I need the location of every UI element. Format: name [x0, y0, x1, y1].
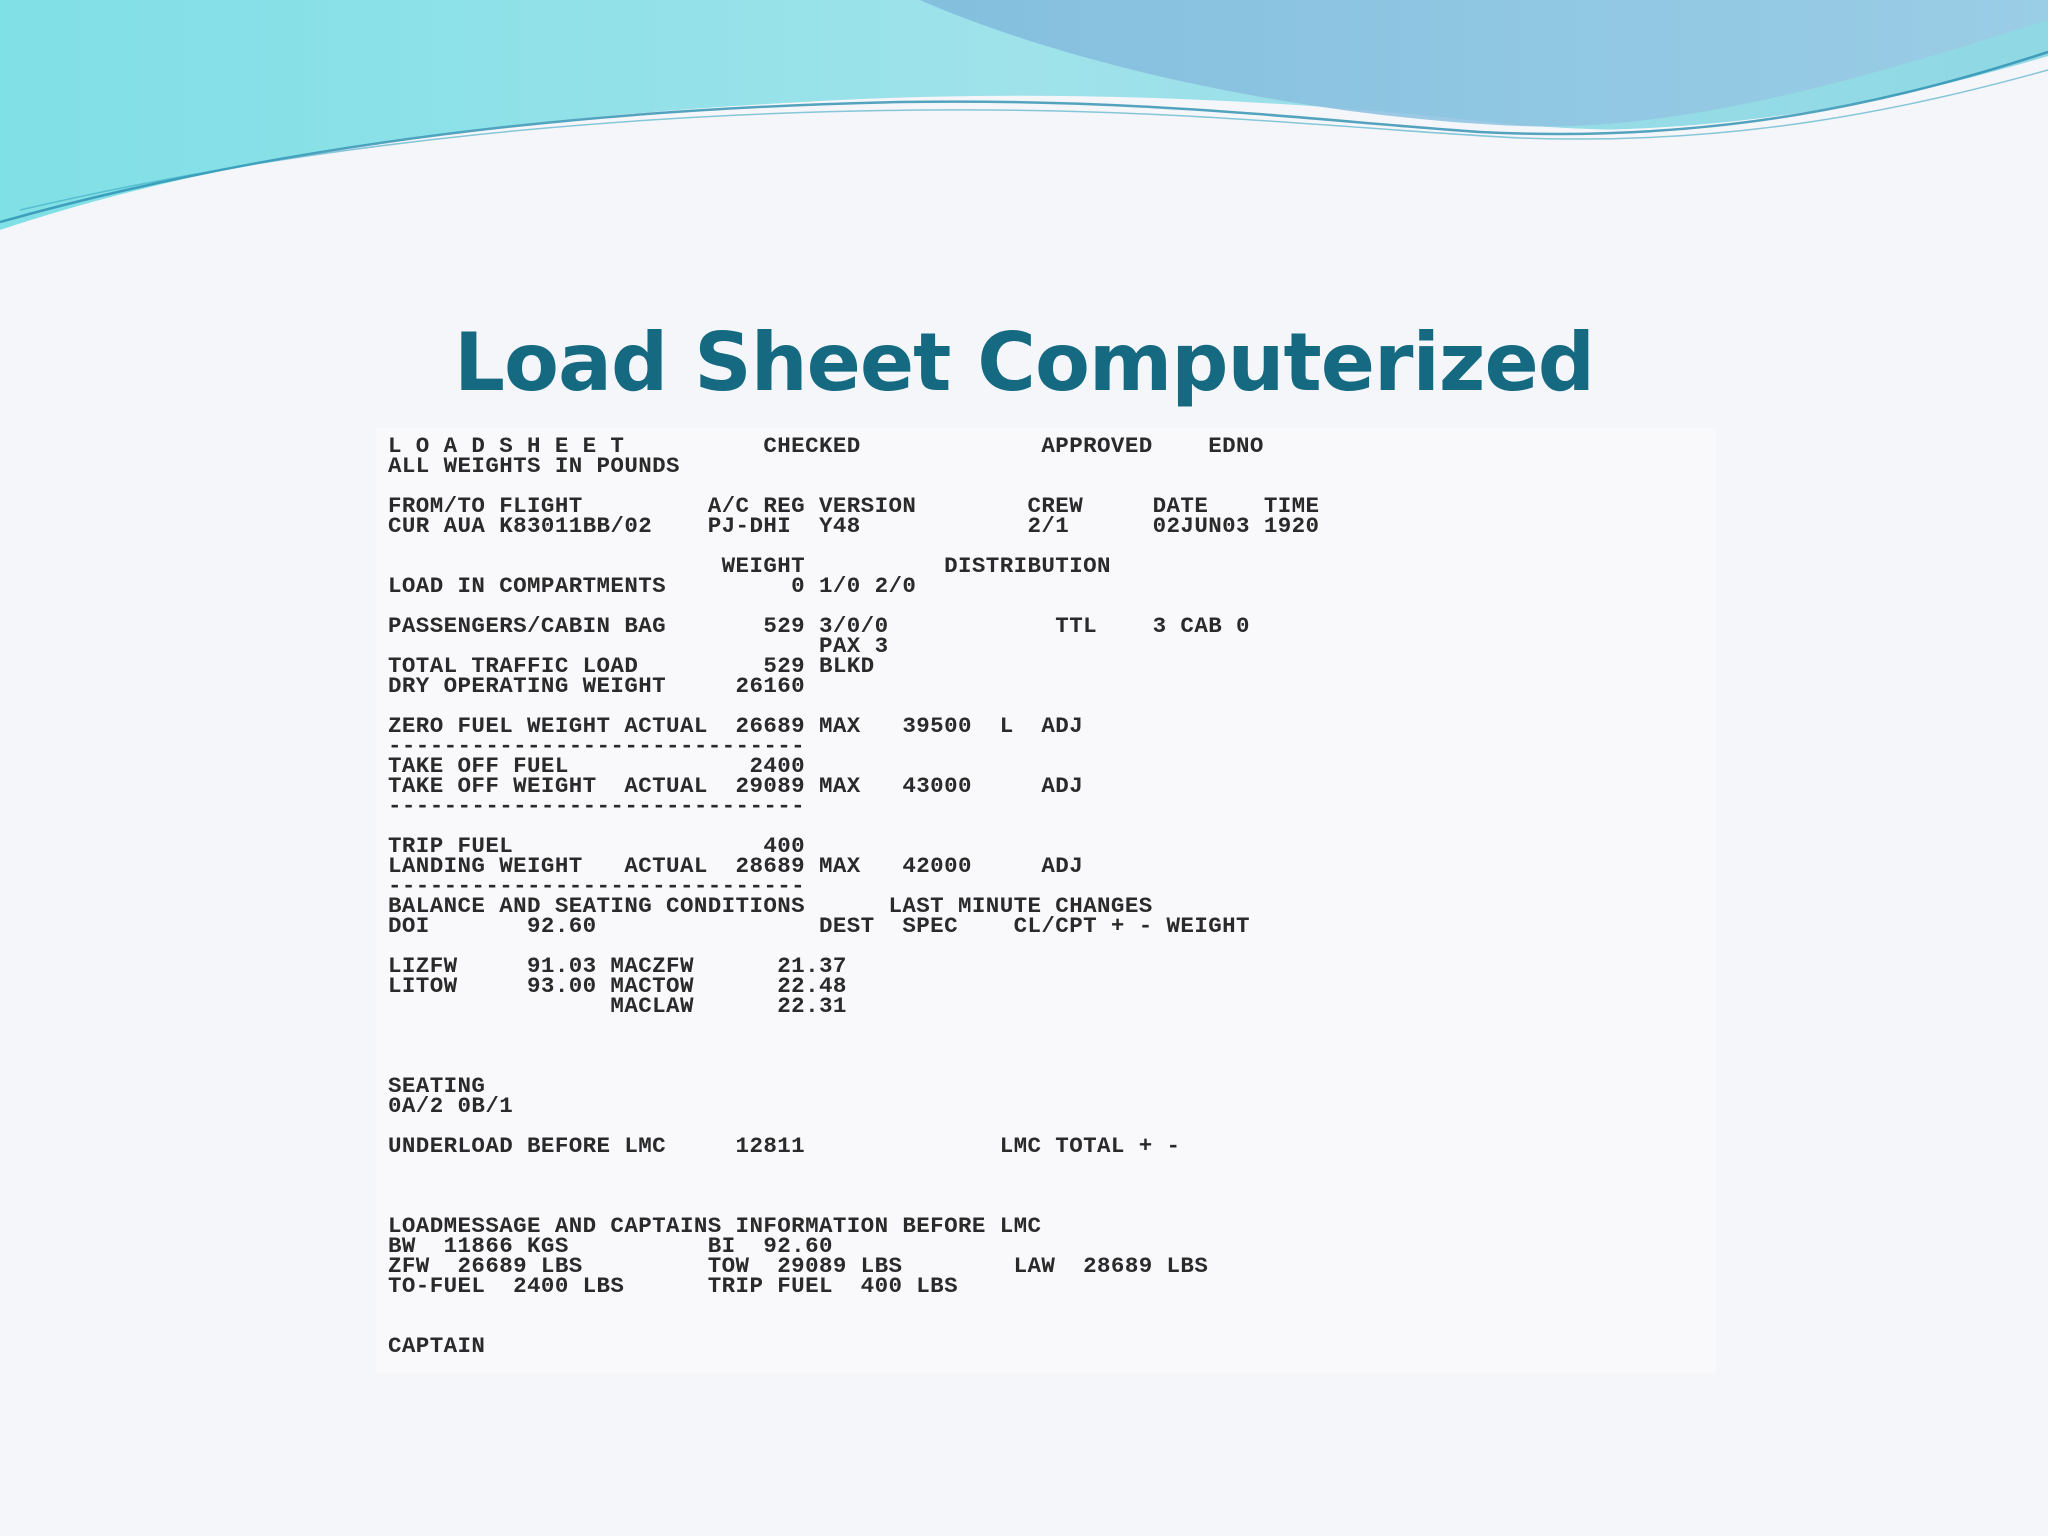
loadsheet-line: UNDERLOAD BEFORE LMC 12811 LMC TOTAL + - — [388, 1133, 1181, 1159]
loadsheet-line: FROM/TO FLIGHT A/C REG VERSION CREW DATE TIME — [388, 493, 1320, 519]
loadsheet-line: CAPTAIN — [388, 1333, 486, 1359]
loadsheet-line: SEATING — [388, 1073, 486, 1099]
loadsheet-line: TAKE OFF WEIGHT ACTUAL 29089 MAX 43000 ADJ — [388, 773, 1084, 799]
loadsheet-line: ------------------------------ — [388, 793, 806, 819]
loadsheet-line: CUR AUA K83011BB/02 PJ-DHI Y48 2/1 02JUN03 1920 — [388, 513, 1320, 539]
loadsheet-line: LOADMESSAGE AND CAPTAINS INFORMATION BEFORE LMC — [388, 1213, 1042, 1239]
loadsheet-line: LITOW 93.00 MACTOW 22.48 — [388, 973, 847, 999]
loadsheet-line: ------------------------------ — [388, 873, 806, 899]
loadsheet-line: TOTAL TRAFFIC LOAD 529 BLKD — [388, 653, 875, 679]
loadsheet-line: DOI 92.60 DEST SPEC CL/CPT + - WEIGHT — [388, 913, 1250, 939]
loadsheet-line: ZERO FUEL WEIGHT ACTUAL 26689 MAX 39500 L ADJ — [388, 713, 1084, 739]
loadsheet-line: TRIP FUEL 400 — [388, 833, 806, 859]
slide-title: Load Sheet Computerized — [454, 316, 1594, 409]
loadsheet-line: 0A/2 0B/1 — [388, 1093, 514, 1119]
loadsheet-line: BALANCE AND SEATING CONDITIONS LAST MINUTE CHANGES — [388, 893, 1153, 919]
loadsheet-line: LIZFW 91.03 MACZFW 21.37 — [388, 953, 847, 979]
loadsheet-line: PASSENGERS/CABIN BAG 529 3/0/0 TTL 3 CAB 0 — [388, 613, 1250, 639]
loadsheet-line: PAX 3 — [388, 633, 889, 659]
loadsheet-line: ------------------------------ — [388, 733, 806, 759]
loadsheet-line: L O A D S H E E T CHECKED APPROVED EDNO — [388, 433, 1264, 459]
loadsheet-line: TO-FUEL 2400 LBS TRIP FUEL 400 LBS — [388, 1273, 958, 1299]
loadsheet-line: LANDING WEIGHT ACTUAL 28689 MAX 42000 ADJ — [388, 853, 1084, 879]
loadsheet-line: WEIGHT DISTRIBUTION — [388, 553, 1111, 579]
decorative-wave-header — [0, 0, 2048, 240]
loadsheet-line: ZFW 26689 LBS TOW 29089 LBS LAW 28689 LBS — [388, 1253, 1209, 1279]
loadsheet-line: MACLAW 22.31 — [388, 993, 847, 1019]
loadsheet-printout — [376, 428, 1716, 1374]
loadsheet-line: LOAD IN COMPARTMENTS 0 1/0 2/0 — [388, 573, 917, 599]
loadsheet-line: DRY OPERATING WEIGHT 26160 — [388, 673, 806, 699]
loadsheet-line: ALL WEIGHTS IN POUNDS — [388, 453, 680, 479]
loadsheet-line: BW 11866 KGS BI 92.60 — [388, 1233, 833, 1259]
loadsheet-line: TAKE OFF FUEL 2400 — [388, 753, 806, 779]
